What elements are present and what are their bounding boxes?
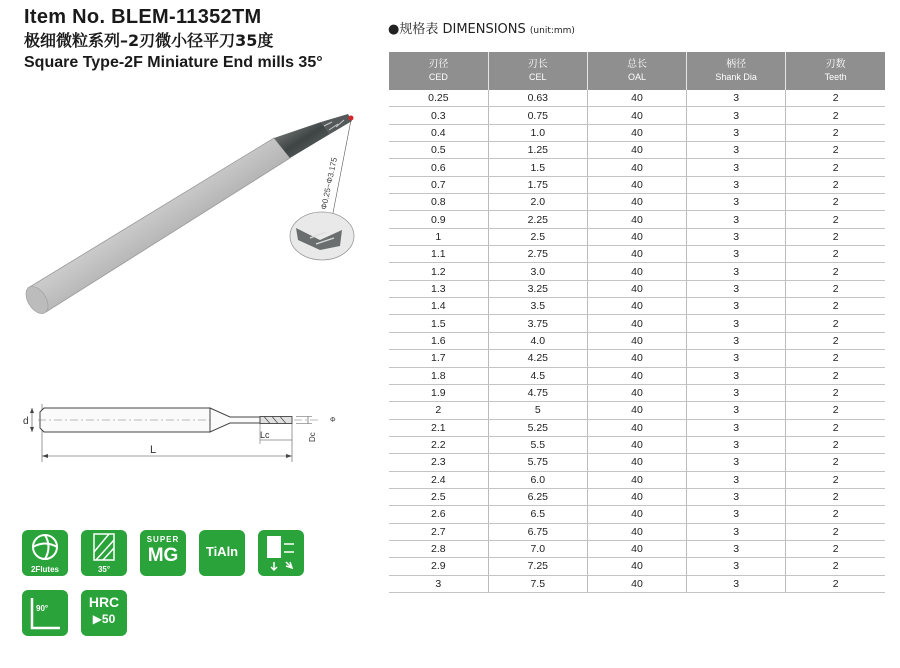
cell-oal: 40 bbox=[587, 142, 686, 159]
badge-tialn bbox=[199, 530, 245, 576]
cell-cel: 4.75 bbox=[488, 384, 587, 401]
cell-shank-dia: 3 bbox=[687, 384, 786, 401]
cell-cel: 1.75 bbox=[488, 176, 587, 193]
cell-teeth: 2 bbox=[786, 142, 885, 159]
cell-teeth: 2 bbox=[786, 280, 885, 297]
cell-cel: 0.75 bbox=[488, 107, 587, 124]
cell-oal: 40 bbox=[587, 90, 686, 107]
badge-shank bbox=[258, 530, 304, 576]
cell-shank-dia: 3 bbox=[687, 332, 786, 349]
cell-shank-dia: 3 bbox=[687, 419, 786, 436]
cell-shank-dia: 3 bbox=[687, 315, 786, 332]
table-row bbox=[389, 558, 885, 575]
cell-oal: 40 bbox=[587, 315, 686, 332]
cell-cel: 2.0 bbox=[488, 194, 587, 211]
table-body bbox=[389, 90, 885, 592]
title-block bbox=[24, 4, 323, 74]
cell-cel: 4.0 bbox=[488, 332, 587, 349]
cell-ced: 1.8 bbox=[389, 367, 488, 384]
badge-helix-label: 35° bbox=[97, 565, 111, 574]
cell-oal: 40 bbox=[587, 211, 686, 228]
dimensions-table bbox=[389, 52, 885, 593]
badge-mg-label: MG bbox=[147, 545, 179, 566]
cell-ced: 1.7 bbox=[389, 350, 488, 367]
cell-shank-dia: 3 bbox=[687, 263, 786, 280]
cell-teeth: 2 bbox=[786, 454, 885, 471]
cell-cel: 2.5 bbox=[488, 228, 587, 245]
table-header-row bbox=[389, 52, 885, 90]
cell-oal: 40 bbox=[587, 436, 686, 453]
table-row bbox=[389, 367, 885, 384]
cell-shank-dia: 3 bbox=[687, 558, 786, 575]
cell-teeth: 2 bbox=[786, 488, 885, 505]
item-number: Item No. BLEM-11352TM bbox=[24, 6, 262, 28]
cell-shank-dia: 3 bbox=[687, 176, 786, 193]
dimensions-heading bbox=[388, 18, 575, 37]
table-row bbox=[389, 142, 885, 159]
table-row bbox=[389, 211, 885, 228]
cell-oal: 40 bbox=[587, 228, 686, 245]
cell-shank-dia: 3 bbox=[687, 90, 786, 107]
table-row bbox=[389, 506, 885, 523]
cell-teeth: 2 bbox=[786, 124, 885, 141]
cell-shank-dia: 3 bbox=[687, 194, 786, 211]
table-row bbox=[389, 124, 885, 141]
cell-ced: 2.8 bbox=[389, 540, 488, 557]
chinese-title: 极细微粒系列–2刃微小径平刀35度 bbox=[24, 31, 274, 50]
cell-cel: 6.0 bbox=[488, 471, 587, 488]
cell-cel: 3.5 bbox=[488, 298, 587, 315]
cell-oal: 40 bbox=[587, 471, 686, 488]
cell-oal: 40 bbox=[587, 246, 686, 263]
table-row bbox=[389, 350, 885, 367]
table-row bbox=[389, 488, 885, 505]
cell-oal: 40 bbox=[587, 332, 686, 349]
cell-shank-dia: 3 bbox=[687, 159, 786, 176]
badge-super-label: SUPER bbox=[146, 535, 180, 544]
badge-angle bbox=[22, 590, 68, 636]
cell-oal: 40 bbox=[587, 402, 686, 419]
cell-ced: 1.1 bbox=[389, 246, 488, 263]
cell-teeth: 2 bbox=[786, 315, 885, 332]
cell-teeth: 2 bbox=[786, 384, 885, 401]
cell-ced: 2.7 bbox=[389, 523, 488, 540]
cell-teeth: 2 bbox=[786, 263, 885, 280]
dimensions-heading-text: ●规格表 DIMENSIONS bbox=[388, 22, 526, 37]
cell-teeth: 2 bbox=[786, 575, 885, 592]
table-row bbox=[389, 436, 885, 453]
table-row bbox=[389, 280, 885, 297]
table-row bbox=[389, 176, 885, 193]
cell-shank-dia: 3 bbox=[687, 471, 786, 488]
cell-ced: 2.5 bbox=[389, 488, 488, 505]
table-row bbox=[389, 107, 885, 124]
cell-oal: 40 bbox=[587, 124, 686, 141]
table-row bbox=[389, 298, 885, 315]
cell-shank-dia: 3 bbox=[687, 506, 786, 523]
cell-ced: 0.4 bbox=[389, 124, 488, 141]
cell-shank-dia: 3 bbox=[687, 107, 786, 124]
cell-shank-dia: 3 bbox=[687, 402, 786, 419]
col-shank-dia: 柄径 Shank Dia bbox=[687, 52, 786, 90]
cell-ced: 0.8 bbox=[389, 194, 488, 211]
cell-teeth: 2 bbox=[786, 402, 885, 419]
badge-tialn-label: TiAln bbox=[205, 544, 239, 559]
cell-ced: 2.1 bbox=[389, 419, 488, 436]
cell-cel: 7.0 bbox=[488, 540, 587, 557]
cell-ced: 0.25 bbox=[389, 90, 488, 107]
cell-teeth: 2 bbox=[786, 558, 885, 575]
table-row bbox=[389, 471, 885, 488]
cell-shank-dia: 3 bbox=[687, 298, 786, 315]
cell-shank-dia: 3 bbox=[687, 367, 786, 384]
cell-cel: 1.25 bbox=[488, 142, 587, 159]
cell-shank-dia: 3 bbox=[687, 211, 786, 228]
table-row bbox=[389, 159, 885, 176]
cell-oal: 40 bbox=[587, 523, 686, 540]
table-row bbox=[389, 246, 885, 263]
cell-teeth: 2 bbox=[786, 540, 885, 557]
cell-teeth: 2 bbox=[786, 107, 885, 124]
cell-ced: 1.2 bbox=[389, 263, 488, 280]
cell-shank-dia: 3 bbox=[687, 142, 786, 159]
cell-teeth: 2 bbox=[786, 159, 885, 176]
cell-cel: 2.25 bbox=[488, 211, 587, 228]
cell-teeth: 2 bbox=[786, 419, 885, 436]
col-oal: 总长 OAL bbox=[587, 52, 686, 90]
cell-shank-dia: 3 bbox=[687, 350, 786, 367]
badge-angle-label: 90° bbox=[36, 604, 49, 613]
badge-hrc bbox=[81, 590, 127, 636]
table-row bbox=[389, 194, 885, 211]
cell-ced: 2.4 bbox=[389, 471, 488, 488]
table-row bbox=[389, 540, 885, 557]
cell-oal: 40 bbox=[587, 176, 686, 193]
cell-oal: 40 bbox=[587, 558, 686, 575]
table-row bbox=[389, 419, 885, 436]
cell-cel: 7.25 bbox=[488, 558, 587, 575]
cell-teeth: 2 bbox=[786, 176, 885, 193]
table-row bbox=[389, 90, 885, 107]
cell-shank-dia: 3 bbox=[687, 436, 786, 453]
dim-Dc-label: Dc bbox=[308, 432, 317, 442]
cell-oal: 40 bbox=[587, 298, 686, 315]
cell-ced: 1.4 bbox=[389, 298, 488, 315]
cell-teeth: 2 bbox=[786, 436, 885, 453]
col-ced: 刃径 CED bbox=[389, 52, 488, 90]
cell-cel: 5.5 bbox=[488, 436, 587, 453]
cell-ced: 0.9 bbox=[389, 211, 488, 228]
cell-cel: 1.0 bbox=[488, 124, 587, 141]
cell-oal: 40 bbox=[587, 194, 686, 211]
cell-shank-dia: 3 bbox=[687, 454, 786, 471]
dim-phi-label: Φ bbox=[330, 417, 336, 424]
cell-ced: 3 bbox=[389, 575, 488, 592]
badge-hrc-label: HRC bbox=[88, 594, 120, 610]
table-row bbox=[389, 523, 885, 540]
helix-angle-icon bbox=[81, 530, 127, 564]
table-row bbox=[389, 384, 885, 401]
badge-helix bbox=[81, 530, 127, 576]
cell-teeth: 2 bbox=[786, 211, 885, 228]
cell-shank-dia: 3 bbox=[687, 540, 786, 557]
english-title: Square Type-2F Miniature End mills 35° bbox=[24, 54, 323, 71]
cell-ced: 2.2 bbox=[389, 436, 488, 453]
cell-cel: 5.25 bbox=[488, 419, 587, 436]
cell-ced: 1.5 bbox=[389, 315, 488, 332]
cell-oal: 40 bbox=[587, 575, 686, 592]
shank-tolerance-icon bbox=[258, 530, 304, 576]
dimensions-unit: (unit:mm) bbox=[529, 26, 575, 36]
cell-oal: 40 bbox=[587, 367, 686, 384]
cell-teeth: 2 bbox=[786, 350, 885, 367]
cell-ced: 0.7 bbox=[389, 176, 488, 193]
cell-oal: 40 bbox=[587, 454, 686, 471]
cell-oal: 40 bbox=[587, 350, 686, 367]
cell-ced: 2.6 bbox=[389, 506, 488, 523]
cell-ced: 1.6 bbox=[389, 332, 488, 349]
badge-2flutes-label: 2Flutes bbox=[30, 565, 59, 574]
tip-marker-icon bbox=[349, 116, 354, 121]
cell-teeth: 2 bbox=[786, 90, 885, 107]
table-row bbox=[389, 332, 885, 349]
cell-cel: 2.75 bbox=[488, 246, 587, 263]
cell-oal: 40 bbox=[587, 384, 686, 401]
cell-cel: 0.63 bbox=[488, 90, 587, 107]
cell-cel: 3.75 bbox=[488, 315, 587, 332]
table-row bbox=[389, 263, 885, 280]
dim-L-label: L bbox=[150, 444, 157, 456]
cell-shank-dia: 3 bbox=[687, 124, 786, 141]
cell-oal: 40 bbox=[587, 280, 686, 297]
cell-oal: 40 bbox=[587, 540, 686, 557]
dim-d-label: d bbox=[23, 416, 29, 427]
two-flutes-icon bbox=[22, 530, 68, 564]
col-teeth: 刃数 Teeth bbox=[786, 52, 885, 90]
cell-oal: 40 bbox=[587, 506, 686, 523]
col-cel: 刃长 CEL bbox=[488, 52, 587, 90]
cell-shank-dia: 3 bbox=[687, 280, 786, 297]
table-row bbox=[389, 402, 885, 419]
badge-2flutes bbox=[22, 530, 68, 576]
cell-ced: 1.9 bbox=[389, 384, 488, 401]
cell-cel: 3.25 bbox=[488, 280, 587, 297]
cell-oal: 40 bbox=[587, 107, 686, 124]
dim-Lc-label: Lc bbox=[260, 430, 270, 440]
cell-shank-dia: 3 bbox=[687, 575, 786, 592]
cell-shank-dia: 3 bbox=[687, 488, 786, 505]
cell-teeth: 2 bbox=[786, 506, 885, 523]
cell-cel: 1.5 bbox=[488, 159, 587, 176]
feature-badges bbox=[22, 530, 342, 640]
cell-ced: 0.6 bbox=[389, 159, 488, 176]
cell-cel: 4.5 bbox=[488, 367, 587, 384]
cell-ced: 2.9 bbox=[389, 558, 488, 575]
cell-ced: 2.3 bbox=[389, 454, 488, 471]
cell-ced: 1.3 bbox=[389, 280, 488, 297]
cell-teeth: 2 bbox=[786, 228, 885, 245]
cell-cel: 5.75 bbox=[488, 454, 587, 471]
cell-shank-dia: 3 bbox=[687, 246, 786, 263]
cell-teeth: 2 bbox=[786, 332, 885, 349]
cell-cel: 4.25 bbox=[488, 350, 587, 367]
cell-ced: 0.5 bbox=[389, 142, 488, 159]
cell-cel: 5 bbox=[488, 402, 587, 419]
cell-cel: 3.0 bbox=[488, 263, 587, 280]
cell-teeth: 2 bbox=[786, 194, 885, 211]
cell-shank-dia: 3 bbox=[687, 523, 786, 540]
cell-cel: 7.5 bbox=[488, 575, 587, 592]
table-row bbox=[389, 228, 885, 245]
cell-oal: 40 bbox=[587, 159, 686, 176]
cell-oal: 40 bbox=[587, 488, 686, 505]
cell-oal: 40 bbox=[587, 263, 686, 280]
cell-teeth: 2 bbox=[786, 367, 885, 384]
cell-teeth: 2 bbox=[786, 471, 885, 488]
end-mill-photo bbox=[20, 100, 370, 340]
dimension-diagram bbox=[20, 398, 340, 470]
cell-ced: 1 bbox=[389, 228, 488, 245]
right-angle-icon bbox=[22, 590, 68, 636]
cell-oal: 40 bbox=[587, 419, 686, 436]
cell-teeth: 2 bbox=[786, 246, 885, 263]
cell-cel: 6.75 bbox=[488, 523, 587, 540]
cell-cel: 6.5 bbox=[488, 506, 587, 523]
cell-ced: 0.3 bbox=[389, 107, 488, 124]
diameter-range-label: Φ0.25~Φ3.175 bbox=[319, 156, 339, 211]
table-row bbox=[389, 575, 885, 592]
cell-teeth: 2 bbox=[786, 298, 885, 315]
table-row bbox=[389, 454, 885, 471]
cell-ced: 2 bbox=[389, 402, 488, 419]
table-row bbox=[389, 315, 885, 332]
cell-cel: 6.25 bbox=[488, 488, 587, 505]
cell-shank-dia: 3 bbox=[687, 228, 786, 245]
cell-teeth: 2 bbox=[786, 523, 885, 540]
badge-super-mg bbox=[140, 530, 186, 576]
badge-hrc-value: ▶50 bbox=[92, 612, 116, 626]
